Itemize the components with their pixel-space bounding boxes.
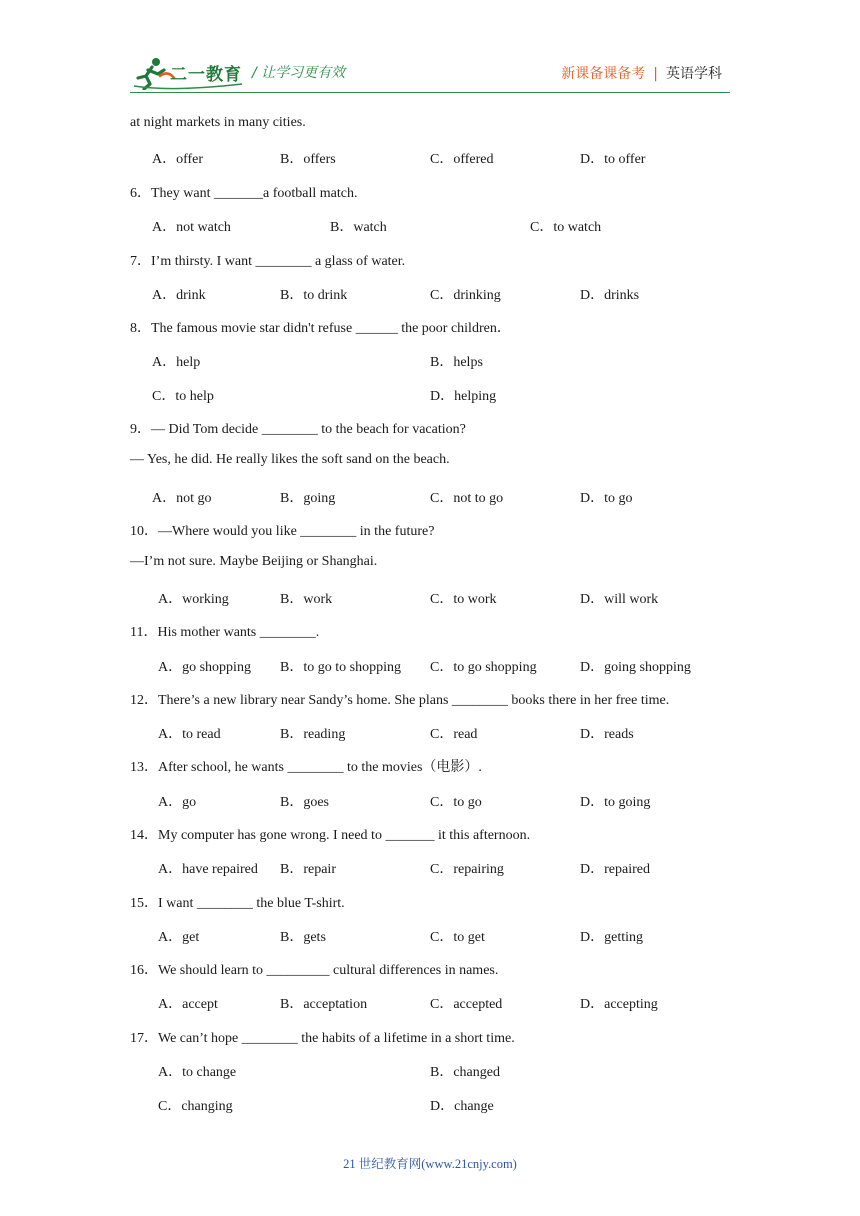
q8-option-c: C．to help bbox=[152, 389, 214, 404]
q10-option-d: D．will work bbox=[580, 592, 659, 607]
q9-option-c: C．not to go bbox=[430, 491, 504, 506]
q8-option-b: B．helps bbox=[430, 355, 483, 370]
q17-option-c: C．changing bbox=[158, 1099, 233, 1114]
q13-option-a: A．go bbox=[158, 795, 197, 810]
header-separator: | bbox=[653, 66, 658, 82]
q5-option-b: B．offers bbox=[280, 152, 336, 167]
q17-option-b: B．changed bbox=[430, 1065, 500, 1080]
q9-option-a: A．not go bbox=[152, 491, 212, 506]
page-footer: 21 世纪教育网(www.21cnjy.com) bbox=[343, 1157, 517, 1171]
q16-option-b: B．acceptation bbox=[280, 997, 368, 1012]
q14-option-c: C．repairing bbox=[430, 862, 504, 877]
q14-option-b: B．repair bbox=[280, 862, 336, 877]
q11-option-c: C．to go shopping bbox=[430, 660, 537, 675]
q9-stem: 9．— Did Tom decide ________ to the beach for vacation? bbox=[130, 422, 466, 437]
q15-stem: 15．I want ________ the blue T-shirt. bbox=[130, 896, 345, 911]
q17-option-a: A．to change bbox=[158, 1065, 237, 1080]
q13-stem: 13．After school, he wants ________ to the movies（电影）. bbox=[130, 760, 482, 775]
lead-text: at night markets in many cities. bbox=[130, 115, 306, 130]
q15-option-d: D．getting bbox=[580, 930, 643, 945]
q11-option-a: A．go shopping bbox=[158, 660, 251, 675]
q6-option-a: A．not watch bbox=[152, 220, 231, 235]
q5-option-c: C．offered bbox=[430, 152, 494, 167]
q6-option-c: C．to watch bbox=[530, 220, 602, 235]
q12-stem: 12．There’s a new library near Sandy’s home. She plans ________ books there in her free time. bbox=[130, 693, 670, 708]
q7-option-a: A．drink bbox=[152, 288, 206, 303]
q16-option-c: C．accepted bbox=[430, 997, 503, 1012]
q5-option-d: D．to offer bbox=[580, 152, 646, 167]
q15-option-b: B．gets bbox=[280, 930, 326, 945]
header-divider bbox=[130, 92, 730, 93]
q12-option-a: A．to read bbox=[158, 727, 221, 742]
q8-stem: 8．The famous movie star didn't refuse ______ the poor children． bbox=[130, 321, 511, 336]
q14-option-a: A．have repaired bbox=[158, 862, 258, 877]
q9-option-d: D．to go bbox=[580, 491, 633, 506]
q15-option-c: C．to get bbox=[430, 930, 485, 945]
q11-option-b: B．to go to shopping bbox=[280, 660, 401, 675]
q12-option-b: B．reading bbox=[280, 727, 346, 742]
header-subject-label: 英语学科 bbox=[666, 66, 722, 82]
q9-stem-reply: — Yes, he did. He really likes the soft sand on the beach. bbox=[130, 452, 450, 467]
header-subject bbox=[561, 63, 722, 83]
q12-option-d: D．reads bbox=[580, 727, 634, 742]
q13-option-d: D．to going bbox=[580, 795, 651, 810]
q10-option-c: C．to work bbox=[430, 592, 497, 607]
q10-stem: 10．—Where would you like ________ in the future? bbox=[130, 524, 435, 539]
logo-text: 二一教育 bbox=[170, 65, 242, 85]
q14-stem: 14．My computer has gone wrong. I need to _______ it this afternoon. bbox=[130, 828, 531, 843]
q10-option-b: B．work bbox=[280, 592, 333, 607]
page-header bbox=[0, 0, 860, 100]
slogan: / 让学习更有效 bbox=[252, 65, 346, 81]
q5-option-a: A．offer bbox=[152, 152, 204, 167]
q16-option-d: D．accepting bbox=[580, 997, 658, 1012]
q7-option-d: D．drinks bbox=[580, 288, 640, 303]
q17-stem: 17．We can’t hope ________ the habits of a lifetime in a short time. bbox=[130, 1031, 515, 1046]
q7-stem: 7．I’m thirsty. I want ________ a glass of water. bbox=[130, 254, 406, 269]
q10-option-a: A．working bbox=[158, 592, 229, 607]
q12-option-c: C．read bbox=[430, 727, 478, 742]
q11-stem: 11．His mother wants ________. bbox=[130, 625, 320, 640]
q17-option-d: D．change bbox=[430, 1099, 494, 1114]
q6-option-b: B．watch bbox=[330, 220, 387, 235]
q8-option-a: A．help bbox=[152, 355, 201, 370]
header-course-label: 新课备课备考 bbox=[561, 66, 646, 82]
q16-stem: 16．We should learn to _________ cultural differences in names. bbox=[130, 963, 499, 978]
q7-option-b: B．to drink bbox=[280, 288, 348, 303]
q15-option-a: A．get bbox=[158, 930, 200, 945]
q14-option-d: D．repaired bbox=[580, 862, 650, 877]
q10-stem-reply: —I’m not sure. Maybe Beijing or Shanghai. bbox=[130, 554, 378, 569]
q13-option-b: B．goes bbox=[280, 795, 329, 810]
q9-option-b: B．going bbox=[280, 491, 336, 506]
q7-option-c: C．drinking bbox=[430, 288, 501, 303]
q8-option-d: D．helping bbox=[430, 389, 497, 404]
q13-option-c: C．to go bbox=[430, 795, 482, 810]
q6-stem: 6．They want _______a football match. bbox=[130, 186, 358, 201]
q11-option-d: D．going shopping bbox=[580, 660, 691, 675]
q16-option-a: A．accept bbox=[158, 997, 218, 1012]
